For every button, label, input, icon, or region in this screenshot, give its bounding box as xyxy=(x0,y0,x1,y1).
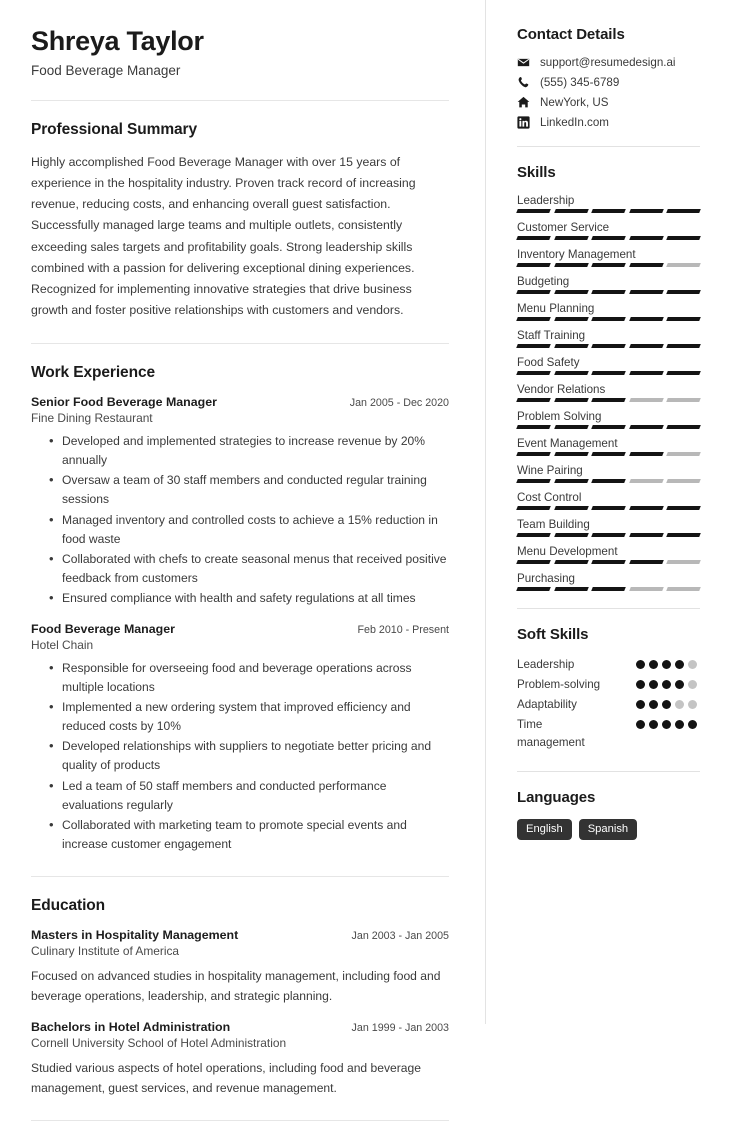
skill-bar-segment xyxy=(667,371,701,375)
skill-bar-segment xyxy=(667,263,701,267)
list-item: • Developed relationships with suppliers to negotiate better pricing and quality of products xyxy=(49,737,449,775)
skill-bar-segment xyxy=(667,425,701,429)
rating-dot xyxy=(675,700,684,709)
contact-item-phone[interactable] xyxy=(517,76,700,89)
skill-bar-segment xyxy=(516,506,550,510)
skill-level-bar xyxy=(517,425,700,429)
work-entry-head xyxy=(31,622,449,636)
list-item: • Ensured compliance with health and safety regulations at all times xyxy=(49,589,449,608)
skill-bar-segment xyxy=(667,560,701,564)
language-chip[interactable]: English xyxy=(517,819,572,840)
skill-name: Wine Pairing xyxy=(517,464,583,477)
skill-bar-segment xyxy=(591,398,625,402)
rating-dot xyxy=(688,700,697,709)
skill-name: Food Safety xyxy=(517,356,580,369)
education-entry xyxy=(31,1020,449,1098)
rating-dot xyxy=(649,720,658,729)
skill-bar-segment xyxy=(591,344,625,348)
divider-before-skills xyxy=(517,146,700,147)
skill-bar-segment xyxy=(516,317,550,321)
skill-name: Cost Control xyxy=(517,491,582,504)
section-heading-education: Education xyxy=(31,896,106,914)
skill-level-bar xyxy=(517,479,700,483)
soft-skill-name: Time management xyxy=(517,717,585,749)
education-entry-school: Cornell University School of Hotel Administration xyxy=(31,1036,287,1051)
skill-name: Menu Development xyxy=(517,545,618,558)
skill-bar-segment xyxy=(629,344,663,348)
skill-bar-segment xyxy=(591,479,625,483)
skill-bar-segment xyxy=(516,344,550,348)
divider-before-education xyxy=(31,876,449,877)
skill-row xyxy=(517,383,700,402)
skill-bar-segment xyxy=(629,587,663,591)
skill-bar-segment xyxy=(629,371,663,375)
skill-bar-segment xyxy=(554,560,588,564)
soft-skill-row xyxy=(517,656,700,674)
skill-level-bar xyxy=(517,236,700,240)
skill-name: Team Building xyxy=(517,518,590,531)
skill-bar-segment xyxy=(554,209,588,213)
skill-bar-segment xyxy=(667,236,701,240)
soft-skill-name: Adaptability xyxy=(517,697,577,711)
skill-bar-segment xyxy=(516,209,550,213)
skill-name: Staff Training xyxy=(517,329,586,342)
contact-list xyxy=(517,56,700,129)
skill-row xyxy=(517,410,700,429)
skill-bar-segment xyxy=(629,479,663,483)
skill-level-bar xyxy=(517,452,700,456)
page-title: Shreya Taylor xyxy=(31,26,204,56)
rating-dot xyxy=(636,720,645,729)
skill-level-bar xyxy=(517,398,700,402)
skill-bar-segment xyxy=(629,506,663,510)
skill-bar-segment xyxy=(667,317,701,321)
skill-bar-segment xyxy=(554,371,588,375)
skill-name: Vendor Relations xyxy=(517,383,606,396)
section-skills xyxy=(517,164,700,591)
soft-skill-rating xyxy=(636,716,700,729)
rating-dot xyxy=(688,680,697,689)
skill-row xyxy=(517,221,700,240)
education-entry-head xyxy=(31,928,449,942)
skill-name: Problem Solving xyxy=(517,410,602,423)
list-item: • Developed and implemented strategies to increase revenue by 20% annually xyxy=(49,432,449,470)
skill-level-bar xyxy=(517,209,700,213)
skill-name: Budgeting xyxy=(517,275,570,288)
work-entry-date: Feb 2010 - Present xyxy=(357,624,449,637)
skill-bar-segment xyxy=(667,398,701,402)
skill-row xyxy=(517,329,700,348)
work-entry xyxy=(31,395,449,608)
skill-bar-segment xyxy=(629,317,663,321)
work-entry-bullets xyxy=(49,659,449,854)
skill-bar-segment xyxy=(554,425,588,429)
header-divider xyxy=(31,100,449,101)
rating-dot xyxy=(688,720,697,729)
divider-before-work-experience xyxy=(31,343,449,344)
skill-name: Customer Service xyxy=(517,221,610,234)
skill-bar-segment xyxy=(591,533,625,537)
section-heading-skills: Skills xyxy=(517,164,556,181)
skill-bar-segment xyxy=(629,533,663,537)
skill-bar-segment xyxy=(516,236,550,240)
rating-dot xyxy=(662,660,671,669)
skill-level-bar xyxy=(517,290,700,294)
education-entry-date: Jan 1999 - Jan 2003 xyxy=(351,1022,449,1035)
soft-skill-row xyxy=(517,676,700,694)
skill-bar-segment xyxy=(516,452,550,456)
skill-bar-segment xyxy=(554,344,588,348)
rating-dot xyxy=(636,680,645,689)
skill-row xyxy=(517,275,700,294)
skill-bar-segment xyxy=(554,236,588,240)
skill-bar-segment xyxy=(667,479,701,483)
list-item: • Collaborated with marketing team to promote special events and increase customer engagement xyxy=(49,816,449,854)
skill-bar-segment xyxy=(629,398,663,402)
work-entry-head xyxy=(31,395,449,409)
skill-level-bar xyxy=(517,371,700,375)
skill-bar-segment xyxy=(554,317,588,321)
skill-bar-segment xyxy=(629,452,663,456)
rating-dot xyxy=(688,660,697,669)
skill-level-bar xyxy=(517,344,700,348)
skill-row xyxy=(517,356,700,375)
soft-skill-rating xyxy=(636,696,700,709)
header-block xyxy=(31,26,449,78)
skill-bar-segment xyxy=(667,290,701,294)
skill-level-bar xyxy=(517,317,700,321)
rating-dot xyxy=(675,680,684,689)
rating-dot xyxy=(649,660,658,669)
contact-item-location[interactable] xyxy=(517,96,700,109)
language-chip[interactable]: Spanish xyxy=(579,819,637,840)
skill-bar-segment xyxy=(667,587,701,591)
divider-before-soft-skills xyxy=(517,608,700,609)
skill-bar-segment xyxy=(554,290,588,294)
skill-row xyxy=(517,248,700,267)
skill-bar-segment xyxy=(629,560,663,564)
soft-skill-row xyxy=(517,716,700,752)
education-entry-title: Masters in Hospitality Management xyxy=(31,927,239,942)
skill-level-bar xyxy=(517,263,700,267)
skill-bar-segment xyxy=(554,452,588,456)
skill-bar-segment xyxy=(667,452,701,456)
home-icon xyxy=(517,96,530,109)
skill-row xyxy=(517,545,700,564)
education-entry-title: Bachelors in Hotel Administration xyxy=(31,1020,231,1035)
soft-skill-name: Leadership xyxy=(517,658,575,671)
skill-bar-segment xyxy=(591,452,625,456)
work-entry-bullets xyxy=(49,432,449,608)
skill-name: Menu Planning xyxy=(517,302,595,315)
skill-level-bar xyxy=(517,506,700,510)
skill-row xyxy=(517,464,700,483)
soft-skill-rating xyxy=(636,656,700,669)
skill-bar-segment xyxy=(667,506,701,510)
rating-dot xyxy=(636,700,645,709)
section-work-experience xyxy=(31,364,449,854)
skill-bar-segment xyxy=(667,209,701,213)
skill-bar-segment xyxy=(591,587,625,591)
rating-dot xyxy=(649,700,658,709)
skill-bar-segment xyxy=(516,533,550,537)
skill-row xyxy=(517,518,700,537)
work-entry-title: Food Beverage Manager xyxy=(31,622,175,637)
skill-bar-segment xyxy=(591,290,625,294)
soft-skill-rating xyxy=(636,676,700,689)
list-item: • Responsible for overseeing food and beverage operations across multiple locations xyxy=(49,659,449,697)
section-heading-soft-skills: Soft Skills xyxy=(517,626,589,643)
skills-list xyxy=(517,194,700,591)
skill-bar-segment xyxy=(591,236,625,240)
section-heading-work-experience: Work Experience xyxy=(31,364,155,382)
list-item: • Led a team of 50 staff members and conducted performance evaluations regularly xyxy=(49,777,449,815)
envelope-icon xyxy=(517,56,530,69)
languages-list xyxy=(517,819,700,840)
soft-skills-list xyxy=(517,656,700,754)
contact-value-phone: (555) 345-6789 xyxy=(540,76,620,89)
work-entry-title: Senior Food Beverage Manager xyxy=(31,395,217,410)
work-entry-company: Hotel Chain xyxy=(31,638,94,653)
contact-value-linkedin: LinkedIn.com xyxy=(540,116,609,129)
skill-bar-segment xyxy=(516,263,550,267)
skill-bar-segment xyxy=(516,371,550,375)
contact-item-email[interactable] xyxy=(517,56,700,69)
skill-row xyxy=(517,572,700,591)
skill-bar-segment xyxy=(591,506,625,510)
skill-bar-segment xyxy=(516,479,550,483)
divider-before-languages xyxy=(517,771,700,772)
skill-bar-segment xyxy=(629,425,663,429)
list-item: • Implemented a new ordering system that improved efficiency and reduced costs by 10% xyxy=(49,698,449,736)
list-item: • Collaborated with chefs to create seasonal menus that received positive feedback from customers xyxy=(49,550,449,588)
work-entry xyxy=(31,622,449,854)
section-heading-contact-details: Contact Details xyxy=(517,26,625,43)
rating-dot xyxy=(662,720,671,729)
contact-value-email: support@resumedesign.ai xyxy=(540,56,676,69)
skill-bar-segment xyxy=(516,560,550,564)
skill-row xyxy=(517,491,700,510)
skill-bar-segment xyxy=(667,533,701,537)
education-entry xyxy=(31,928,449,1006)
skill-bar-segment xyxy=(554,263,588,267)
linkedin-icon xyxy=(517,116,530,129)
soft-skill-row xyxy=(517,696,700,714)
education-entry-head xyxy=(31,1020,449,1034)
section-soft-skills xyxy=(517,626,700,754)
skill-row xyxy=(517,194,700,213)
section-professional-summary xyxy=(31,121,449,321)
skill-bar-segment xyxy=(591,209,625,213)
skill-row xyxy=(517,302,700,321)
section-education xyxy=(31,897,449,1098)
skill-name: Leadership xyxy=(517,194,575,207)
phone-icon xyxy=(517,76,530,89)
skill-bar-segment xyxy=(667,344,701,348)
sidebar xyxy=(486,0,730,1024)
section-contact-details xyxy=(517,26,700,129)
skill-row xyxy=(517,437,700,456)
section-heading-professional-summary: Professional Summary xyxy=(31,121,197,139)
work-entry-company: Fine Dining Restaurant xyxy=(31,411,153,426)
skill-bar-segment xyxy=(516,425,550,429)
contact-value-location: NewYork, US xyxy=(540,96,609,109)
skill-bar-segment xyxy=(554,587,588,591)
contact-item-linkedin[interactable] xyxy=(517,116,700,129)
list-item: • Oversaw a team of 30 staff members and conducted regular training sessions xyxy=(49,471,449,509)
skill-bar-segment xyxy=(516,587,550,591)
skill-bar-segment xyxy=(591,371,625,375)
skill-bar-segment xyxy=(629,290,663,294)
rating-dot xyxy=(636,660,645,669)
section-heading-languages: Languages xyxy=(517,788,596,806)
skill-bar-segment xyxy=(629,263,663,267)
skill-bar-segment xyxy=(554,533,588,537)
header-job-title: Food Beverage Manager xyxy=(31,63,181,79)
skill-name: Event Management xyxy=(517,437,618,450)
education-entry-description: Focused on advanced studies in hospitality management, including food and beverage operations, leadership, and strategic planning. xyxy=(31,968,441,1003)
soft-skill-name: Problem-solving xyxy=(517,677,601,691)
skill-name: Purchasing xyxy=(517,572,576,585)
rating-dot xyxy=(662,700,671,709)
skill-bar-segment xyxy=(629,236,663,240)
skill-bar-segment xyxy=(591,317,625,321)
professional-summary-text: Highly accomplished Food Beverage Manager with over 15 years of experience in the hospitality industry. Proven track record of increasing revenue, reducing costs, and enhancing overall guest satisfaction. Successfully managed large teams and multiple outlets, consistently exceeding sales targets and profitability goals. Strong leadership skills combined with a passion for delivering exceptional dining experiences. Recognized for implementing innovative strategies that drive business growth and foster positive relationships with customers and vendors. xyxy=(31,155,416,318)
skill-bar-segment xyxy=(591,425,625,429)
skill-bar-segment xyxy=(629,209,663,213)
rating-dot xyxy=(675,720,684,729)
rating-dot xyxy=(649,680,658,689)
rating-dot xyxy=(662,680,671,689)
skill-level-bar xyxy=(517,533,700,537)
section-languages xyxy=(517,789,700,840)
skill-bar-segment xyxy=(591,263,625,267)
skill-name: Inventory Management xyxy=(517,248,636,261)
skill-bar-segment xyxy=(554,398,588,402)
education-entry-date: Jan 2003 - Jan 2005 xyxy=(351,929,449,942)
skill-bar-segment xyxy=(591,560,625,564)
skill-level-bar xyxy=(517,560,700,564)
skill-level-bar xyxy=(517,587,700,591)
education-entry-school: Culinary Institute of America xyxy=(31,943,180,958)
education-entry-description: Studied various aspects of hotel operations, including food and beverage management, guest services, and revenue management. xyxy=(31,1061,421,1095)
work-entry-date: Jan 2005 - Dec 2020 xyxy=(349,397,449,410)
skill-bar-segment xyxy=(516,398,550,402)
rating-dot xyxy=(675,660,684,669)
skill-bar-segment xyxy=(554,506,588,510)
skill-bar-segment xyxy=(516,290,550,294)
list-item: • Managed inventory and controlled costs to achieve a 15% reduction in food waste xyxy=(49,511,449,549)
skill-bar-segment xyxy=(554,479,588,483)
